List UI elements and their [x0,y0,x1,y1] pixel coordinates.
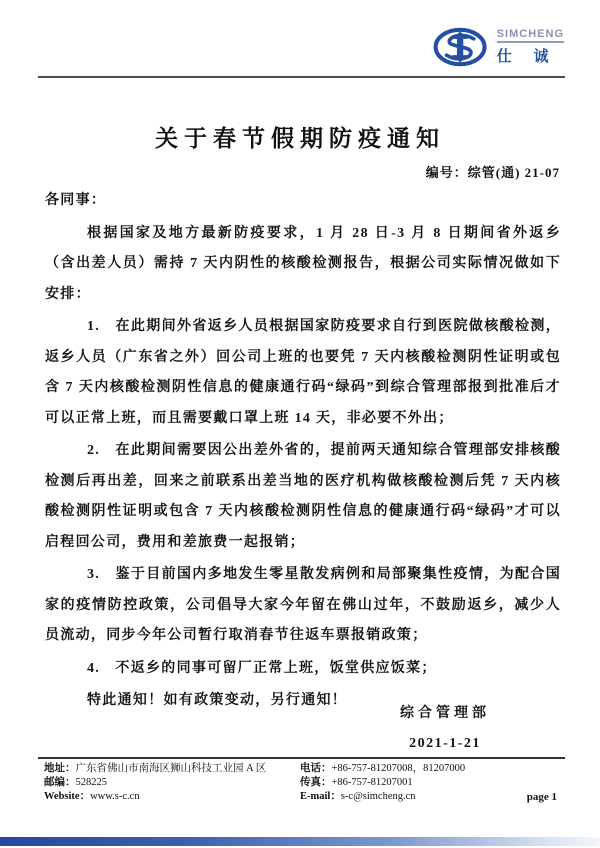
footer-left-column [44,762,300,804]
paragraph-item-1: 1. 在此期间外省返乡人员根据国家防疫要求自行到医院做核酸检测，返乡人员（广东省之外）回公司上班的也要凭 7 天内核酸检测阴性证明或包含 7 天内核酸检测阴性信息的健康通行码“绿码”到综合管理部报到批准后才可以正常上班，而且需要戴口罩上班 14 天，非必要不外出； [45,319,561,426]
footer-email [300,790,500,804]
brand-chinese-text: 仕 诚 [496,49,558,65]
footer-website [44,790,300,804]
bottom-brand-bar [0,837,600,846]
zip-value: 528225 [75,777,107,788]
address-value: 广东省佛山市南海区狮山科技工业园 A 区 [75,763,267,774]
footer-contact-block [44,762,565,804]
signature-date: 2021-1-21 [409,736,481,751]
footer-address [44,762,300,776]
sc-emblem-icon [432,25,490,69]
salutation: 各同事： [45,193,107,208]
website-label: Website： [44,791,91,802]
fax-value: +86-757-81207001 [331,777,413,788]
notice-body [45,186,561,719]
email-label: E-mail： [300,791,341,802]
footer-zip [44,776,300,790]
paragraph-item-2: 2. 在此期间需要因公出差外省的，提前两天通知综合管理部安排核酸检测后再出差，回来之前联系出差当地的医疗机构做核酸检测后凭 7 天内核酸检测阴性证明或包含 7 天内核酸检测阴性信息的健康通行码“绿码”才可以启程回公司，费用和差旅费一起报销； [45,443,561,550]
paragraph-intro: 根据国家及地方最新防疫要求，1 月 28 日-3 月 8 日期间省外返乡（含出差人员）需持 7 天内阴性的核酸检测报告，根据公司实际情况做如下安排： [45,225,561,302]
footer-right-column [300,762,500,804]
address-label: 地址： [44,763,76,774]
closing-statement: 特此通知！如有政策变动，另行通知！ [87,693,348,708]
footer-fax [300,776,500,790]
phone-value: +86-757-81207008，81207000 [331,763,466,774]
page-title: 关于春节假期防疫通知 [155,126,445,151]
brand-english-text: SIMCHENG [497,28,564,43]
company-logo [432,25,564,69]
signature-block [400,702,490,752]
email-value: s-c@simcheng.cn [340,791,416,802]
fax-label: 传真： [300,777,332,788]
document-number: 编号：综管(通) 21-07 [425,165,560,180]
footer-phone [300,762,500,776]
website-value: www.s-c.cn [90,791,140,802]
footer-divider [38,757,565,759]
paragraph-item-3: 3. 鉴于目前国内多地发生零星散发病例和局部聚集性疫情，为配合国家的疫情防控政策，公司倡导大家今年留在佛山过年，不鼓励返乡，减少人员流动，同步今年公司暂行取消春节往返车票报销政策； [45,567,561,643]
signature-department: 综合管理部 [400,706,490,721]
logo-wordmark [497,28,564,66]
zip-label: 邮编： [44,777,76,788]
phone-label: 电话： [300,763,332,774]
paragraph-item-4: 4. 不返乡的同事可留厂正常上班，饭堂供应饭菜； [87,660,437,676]
header-divider [38,76,565,78]
page-number: page 1 [526,791,557,803]
